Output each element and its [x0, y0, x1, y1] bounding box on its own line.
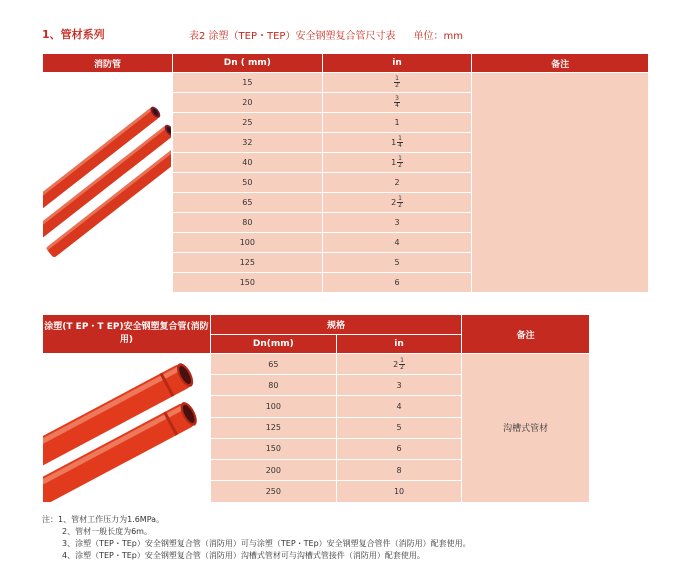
in-cell	[322, 213, 472, 233]
dn-cell: 50	[172, 173, 322, 193]
in-fraction	[394, 96, 400, 109]
note-cell	[472, 73, 649, 293]
in-cell	[336, 417, 462, 438]
in-fraction	[399, 358, 405, 371]
dn-cell: 25	[172, 113, 322, 133]
in-cell	[336, 460, 462, 481]
fraction-denominator: 4	[398, 142, 402, 149]
in-cell	[322, 73, 472, 93]
in-whole: 1	[391, 158, 397, 167]
dn-cell: 200	[210, 460, 336, 481]
in-value: 5	[394, 258, 400, 267]
grooved-pipe-image	[43, 354, 211, 503]
in-cell	[336, 375, 462, 396]
header-note: 备注	[472, 54, 649, 73]
fraction-denominator: 2	[398, 202, 402, 209]
in-value: 6	[396, 444, 402, 454]
in-cell	[336, 396, 462, 417]
in-whole: 1	[391, 138, 397, 147]
dn-cell: 250	[210, 481, 336, 502]
in-value: 3	[396, 380, 402, 390]
dn-cell: 20	[172, 93, 322, 113]
fraction-numerator: 1	[400, 356, 404, 364]
in-cell	[322, 113, 472, 133]
fraction-denominator: 2	[398, 162, 402, 169]
header-note: 备注	[462, 315, 590, 354]
in-value: 5	[396, 423, 402, 433]
fraction-denominator: 4	[395, 102, 399, 109]
header-in: in	[322, 54, 472, 73]
table-row	[43, 354, 590, 375]
dn-cell: 80	[210, 375, 336, 396]
in-value: 4	[396, 402, 402, 411]
in-value: 6	[394, 278, 400, 287]
in-value: 3	[394, 218, 400, 227]
in-fraction	[397, 136, 403, 149]
in-value: 1	[394, 118, 400, 127]
in-cell	[322, 153, 472, 173]
section-title: 1、管材系列	[42, 28, 105, 41]
fraction-numerator: 1	[398, 135, 402, 142]
in-value: 8	[396, 465, 402, 475]
dn-cell: 65	[172, 193, 322, 213]
size-table-grooved-pipe	[42, 314, 590, 503]
dn-cell: 80	[172, 213, 322, 233]
in-value: 2	[394, 178, 400, 187]
in-cell	[336, 438, 462, 459]
dn-cell: 32	[172, 133, 322, 153]
dn-cell: 40	[172, 153, 322, 173]
fire-pipe-image	[43, 73, 173, 293]
fraction-numerator: 1	[395, 75, 399, 82]
in-whole: 2	[391, 198, 397, 207]
in-cell	[322, 133, 472, 153]
dn-cell: 100	[210, 396, 336, 417]
dn-cell: 150	[172, 273, 322, 293]
header-product: 涂塑(T EP・T EP)安全钢塑复合管(消防用)	[43, 315, 211, 354]
dn-cell: 65	[210, 354, 336, 375]
dn-cell: 125	[172, 253, 322, 273]
dn-cell: 100	[172, 233, 322, 253]
in-cell	[322, 193, 472, 213]
dn-cell: 15	[172, 73, 322, 93]
table-caption-unit: 单位：mm	[413, 31, 463, 42]
in-fraction	[397, 196, 403, 209]
in-fraction	[394, 76, 400, 89]
in-value: 10	[393, 486, 405, 496]
header-dn: Dn ( mm)	[172, 54, 322, 73]
in-cell	[322, 173, 472, 193]
fraction-denominator: 2	[395, 82, 399, 89]
size-table-fire-pipe	[42, 53, 649, 293]
header-dn: Dn(mm)	[210, 334, 336, 354]
fire-pipe-illustration	[43, 80, 171, 285]
fraction-numerator: 3	[395, 95, 399, 102]
in-cell	[336, 354, 462, 375]
in-fraction	[397, 156, 403, 169]
dn-cell: 125	[210, 417, 336, 438]
notes-block	[42, 514, 471, 562]
in-whole: 2	[393, 359, 399, 369]
in-cell	[322, 93, 472, 113]
grooved-pipe-illustration	[43, 354, 209, 502]
fraction-denominator: 2	[400, 363, 404, 371]
in-cell	[322, 253, 472, 273]
in-cell	[322, 273, 472, 293]
note-line: 3、涂塑（TEP・TEp）安全钢塑复合管（消防用）可与涂塑（TEP・TEp）安全钢塑复合管件（消防用）配套使用。	[62, 539, 471, 548]
dn-cell: 150	[210, 438, 336, 459]
note-line: 注：1、管材工作压力为1.6MPa。	[42, 515, 165, 524]
table-row	[43, 73, 649, 93]
in-value: 4	[394, 238, 400, 247]
fraction-numerator: 1	[398, 195, 402, 202]
note-line: 2、管材一般长度为6m。	[62, 527, 152, 536]
table-header-row	[43, 54, 649, 73]
in-cell	[336, 481, 462, 502]
note-cell: 沟槽式管材	[462, 354, 590, 503]
table-caption-title: 表2 涂塑（TEP・TEP）安全钢塑复合管尺寸表	[189, 31, 396, 42]
header-in: in	[336, 334, 462, 354]
in-cell	[322, 233, 472, 253]
fraction-numerator: 1	[398, 155, 402, 162]
table-caption	[189, 27, 463, 42]
header-spec: 规格	[210, 315, 461, 335]
header-product: 消防管	[43, 54, 173, 73]
table-header-row	[43, 315, 590, 335]
note-line: 4、涂塑（TEP・TEp）安全钢塑复合管（消防用）沟槽式管材可与沟槽式管接件（消防用）配套使用。	[62, 551, 425, 560]
